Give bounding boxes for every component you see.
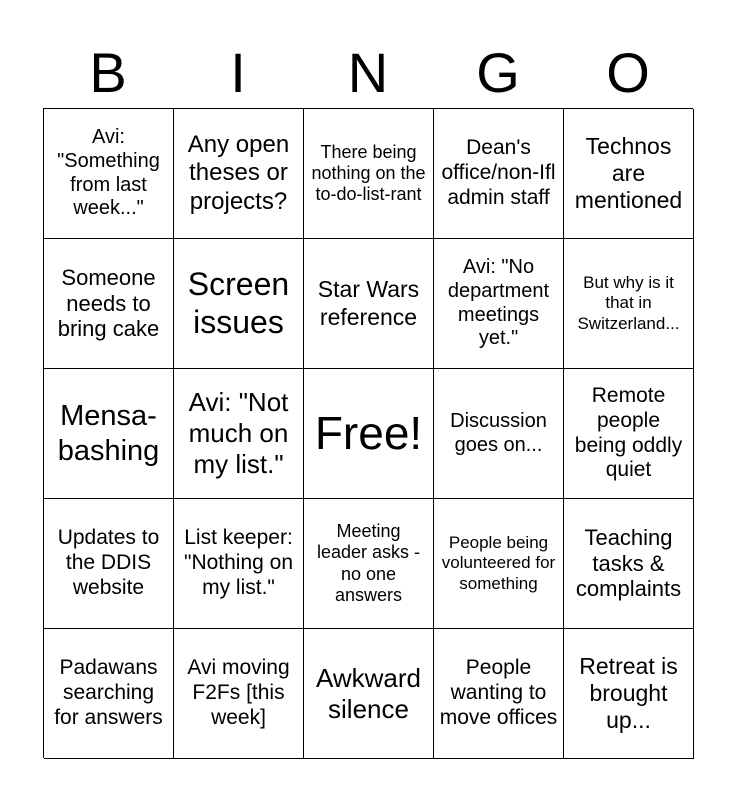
bingo-cell[interactable] [564, 629, 694, 759]
cell-text: People wanting to move offices [439, 656, 558, 729]
free-space[interactable] [304, 369, 434, 499]
bingo-cell[interactable] [174, 239, 304, 369]
bingo-cell[interactable] [434, 499, 564, 629]
cell-text: People being volunteered for something [441, 533, 556, 593]
bingo-cell[interactable] [434, 109, 564, 239]
bingo-cell[interactable] [174, 369, 304, 499]
header-letter-o: O [606, 41, 650, 104]
cell-text: Avi: "Not much on my list." [188, 387, 289, 479]
cell-text: Avi: "No department meetings yet." [447, 256, 550, 350]
cell-text: Screen issues [187, 265, 290, 340]
bingo-cell[interactable] [564, 369, 694, 499]
bingo-cell[interactable] [564, 239, 694, 369]
bingo-cell[interactable] [44, 109, 174, 239]
cell-text: Dean's office/non-Ifl admin staff [441, 136, 556, 209]
bingo-cell[interactable] [174, 629, 304, 759]
header-letter-b: B [89, 41, 127, 104]
bingo-cell[interactable] [434, 629, 564, 759]
cell-text: List keeper: "Nothing on my list." [183, 526, 294, 599]
header-letter-i: I [230, 41, 246, 104]
cell-text: Updates to the DDIS website [57, 526, 160, 599]
bingo-cell[interactable] [304, 499, 434, 629]
bingo-cell[interactable] [304, 109, 434, 239]
bingo-cell[interactable] [304, 239, 434, 369]
bingo-cell[interactable] [434, 239, 564, 369]
bingo-cell[interactable] [304, 629, 434, 759]
header-letter-g: G [476, 41, 520, 104]
cell-text: Awkward silence [315, 662, 421, 724]
bingo-cell[interactable] [44, 369, 174, 499]
cell-text: Star Wars reference [317, 276, 420, 330]
bingo-cell[interactable] [564, 499, 694, 629]
bingo-cell[interactable] [174, 499, 304, 629]
cell-text: Someone needs to bring cake [57, 264, 160, 342]
cell-text: Padawans searching for answers [54, 656, 163, 729]
cell-text: Avi: "Something from last week..." [57, 126, 160, 220]
cell-text: Teaching tasks & complaints [575, 524, 682, 602]
bingo-cell[interactable] [564, 109, 694, 239]
cell-text: Free! [314, 407, 423, 460]
header-letter-n: N [347, 41, 389, 104]
cell-text: Discussion goes on... [450, 409, 547, 456]
cell-text: Mensa-bashing [57, 400, 160, 467]
bingo-cell[interactable] [44, 499, 174, 629]
cell-text: Retreat is brought up... [579, 652, 678, 734]
cell-text: Meeting leader asks - no one answers [316, 521, 421, 605]
bingo-cell[interactable] [174, 109, 304, 239]
cell-text: There being nothing on the to-do-list-rant [311, 141, 426, 205]
cell-text: Any open theses or projects? [187, 131, 290, 215]
cell-text: Technos are mentioned [574, 132, 683, 214]
bingo-board [43, 108, 693, 758]
bingo-cell[interactable] [44, 629, 174, 759]
cell-text: But why is it that in Switzerland... [577, 273, 680, 333]
cell-text: Remote people being oddly quiet [574, 383, 683, 482]
bingo-cell[interactable] [434, 369, 564, 499]
cell-text: Avi moving F2Fs [this week] [187, 656, 290, 729]
bingo-cell[interactable] [44, 239, 174, 369]
bingo-header [43, 38, 693, 108]
